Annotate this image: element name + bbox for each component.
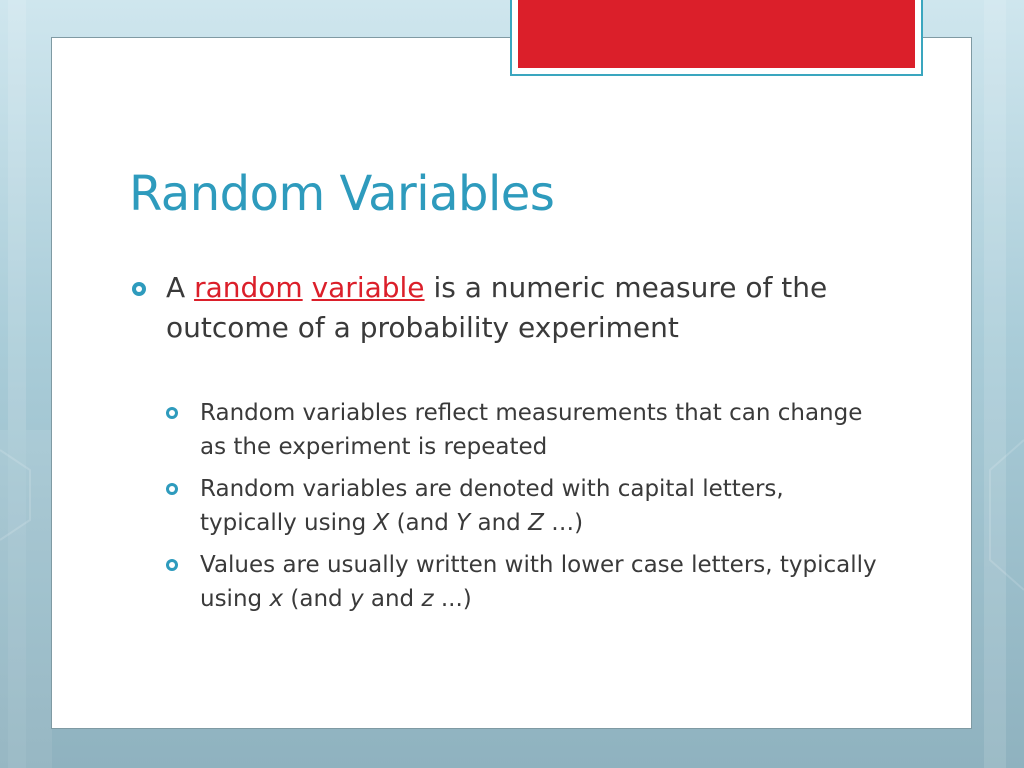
text-run: and: [363, 586, 422, 612]
accent-bar: [518, 0, 915, 68]
variable-symbol: Y: [456, 510, 471, 536]
variable-symbol: z: [421, 586, 434, 612]
term-variable-link[interactable]: variable: [311, 271, 425, 304]
text-run: ...): [433, 586, 472, 612]
bullet-icon: [166, 483, 178, 495]
accent-frame: [510, 0, 923, 76]
variable-symbol: x: [269, 586, 284, 612]
main-bullet: [132, 268, 852, 348]
text-run: Random variables are denoted with capital letters, typically using: [200, 476, 784, 536]
term-random-link[interactable]: random: [194, 271, 303, 304]
slide-title: Random Variables: [129, 166, 555, 222]
text-run: (and: [283, 586, 350, 612]
sub-bullet-1: [166, 396, 886, 464]
variable-symbol: Z: [528, 510, 544, 536]
text-run: Values are usually written with lower case letters, typically using: [200, 552, 877, 612]
sub-bullet-3: [166, 548, 886, 616]
sub-bullet-text: [200, 472, 886, 540]
bullet-icon: [166, 559, 178, 571]
slide-card: [51, 37, 972, 729]
bullet-icon: [166, 407, 178, 419]
sub-bullet-text: [200, 548, 886, 616]
text-run: …): [543, 510, 584, 536]
text-run: (and: [389, 510, 457, 536]
variable-symbol: X: [373, 510, 390, 536]
main-bullet-prefix: A: [166, 271, 195, 304]
variable-symbol: y: [349, 586, 364, 612]
sub-bullet-2: [166, 472, 886, 540]
main-bullet-suffix: is a numeric measure of the outcome of a probability experiment: [166, 271, 828, 344]
bullet-icon: [132, 282, 146, 296]
text-run: and: [470, 510, 529, 536]
sub-bullet-list: [166, 396, 886, 624]
term-spacer: [303, 271, 312, 304]
main-bullet-text: [166, 268, 852, 348]
sub-bullet-text: Random variables reflect measurements that can change as the experiment is repeated: [200, 400, 863, 460]
